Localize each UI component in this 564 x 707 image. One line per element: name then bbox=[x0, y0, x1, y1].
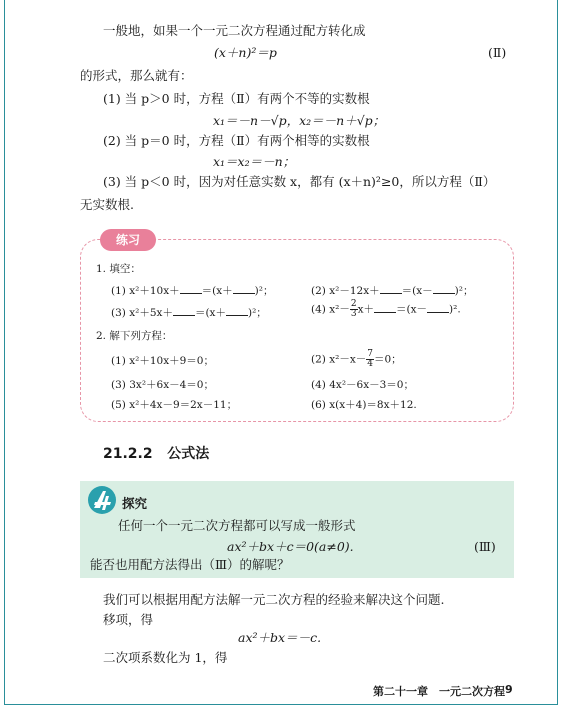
question-2-1: (1) x²＋10x＋9＝0； bbox=[111, 355, 214, 367]
footer-chapter: 第二十一章 一元二次方程 bbox=[373, 685, 505, 698]
q1-4-part-c: ＝(x－ bbox=[396, 303, 428, 316]
fraction-seven-quarters bbox=[366, 350, 374, 369]
numerator: 2 bbox=[350, 299, 357, 309]
question-1-4 bbox=[311, 300, 461, 319]
q2-2-part-b: ＝0； bbox=[374, 353, 402, 366]
q1-2-part-b: ＝(x－ bbox=[401, 285, 433, 297]
body-line-1: 我们可以根据用配方法解一元二次方程的经验来解决这个问题. bbox=[103, 592, 445, 607]
explore-title: 探究 bbox=[122, 496, 148, 511]
q1-1-part-a: (1) x²＋10x＋ bbox=[111, 285, 180, 297]
question-1-1 bbox=[111, 283, 273, 298]
page-number: 9 bbox=[505, 683, 513, 696]
section-title: 公式法 bbox=[167, 446, 210, 462]
question-1-3 bbox=[111, 305, 267, 320]
equation-III-tag: (Ⅲ) bbox=[474, 539, 496, 554]
equation-II-tag: (Ⅱ) bbox=[488, 45, 507, 60]
q1-1-part-b: ＝(x＋ bbox=[201, 285, 233, 297]
case-3: (3) 当 p＜0 时，因为对任意实数 x，都有 (x＋n)²≥0，所以方程（Ⅱ） bbox=[103, 174, 496, 189]
fill-blank[interactable] bbox=[374, 302, 396, 313]
body-line-2: 移项，得 bbox=[103, 612, 154, 627]
fraction-two-thirds bbox=[350, 300, 358, 319]
q1-4-part-b: x＋ bbox=[357, 303, 374, 316]
q1-3-part-a: (3) x²＋5x＋ bbox=[111, 307, 173, 319]
q1-4-part-d: )². bbox=[449, 303, 461, 316]
fill-blank[interactable] bbox=[233, 283, 255, 294]
intro-line-3: 的形式，那么就有： bbox=[80, 68, 193, 83]
question-2-2 bbox=[311, 350, 402, 369]
equation-III: ax²＋bx＋c＝0(a≠0). bbox=[227, 539, 354, 554]
body-line-3: 二次项系数化为 1，得 bbox=[103, 650, 228, 665]
question-2-3: (3) 3x²＋6x－4＝0； bbox=[111, 379, 214, 391]
explore-line-2: 能否也用配方法得出（Ⅲ）的解呢？ bbox=[90, 557, 290, 572]
q1-3-part-b: ＝(x＋ bbox=[194, 307, 226, 319]
explore-line-1: 任何一个一元二次方程都可以写成一般形式 bbox=[118, 518, 356, 533]
fill-blank[interactable] bbox=[173, 305, 195, 316]
q1-3-part-c: )²； bbox=[247, 307, 267, 319]
practice-badge: 练习 bbox=[100, 229, 156, 251]
question-1-2 bbox=[311, 283, 473, 298]
case-1: (1) 当 p＞0 时，方程（Ⅱ）有两个不等的实数根 bbox=[103, 91, 370, 106]
fill-blank[interactable] bbox=[380, 283, 402, 294]
fill-blank[interactable] bbox=[433, 283, 455, 294]
denominator: 4 bbox=[367, 359, 373, 369]
q1-2-part-a: (2) x²－12x＋ bbox=[311, 285, 380, 297]
question-2-5: (5) x²＋4x－9＝2x－11； bbox=[111, 399, 238, 411]
explore-icon bbox=[88, 486, 116, 514]
q1-1-part-c: )²； bbox=[254, 285, 274, 297]
q2-2-part-a: (2) x²－x－ bbox=[311, 353, 367, 366]
fill-blank[interactable] bbox=[427, 302, 449, 313]
question-2-title: 2. 解下列方程： bbox=[96, 330, 173, 342]
question-2-4: (4) 4x²－6x－3＝0； bbox=[311, 379, 414, 391]
case-1-roots: x₁＝－n－√p，x₂＝－n＋√p； bbox=[213, 113, 386, 128]
case-3-continued: 无实数根. bbox=[80, 197, 134, 212]
question-1-title: 1. 填空： bbox=[96, 263, 141, 275]
question-2-6: (6) x(x＋4)＝8x＋12. bbox=[311, 399, 417, 411]
q1-4-part-a: (4) x²－ bbox=[311, 303, 350, 316]
case-2-roots: x₁＝x₂＝－n； bbox=[213, 154, 296, 169]
section-number: 21.2.2 bbox=[103, 446, 153, 462]
fill-blank[interactable] bbox=[226, 305, 248, 316]
fill-blank[interactable] bbox=[180, 283, 202, 294]
equation-II: (x＋n)²＝p bbox=[214, 45, 277, 60]
section-heading bbox=[103, 443, 209, 463]
denominator: 3 bbox=[350, 309, 357, 319]
body-equation: ax²＋bx＝－c. bbox=[238, 630, 322, 645]
intro-line-1: 一般地，如果一个一元二次方程通过配方转化成 bbox=[103, 23, 366, 38]
case-2: (2) 当 p＝0 时，方程（Ⅱ）有两个相等的实数根 bbox=[103, 133, 370, 148]
numerator: 7 bbox=[367, 349, 373, 359]
q1-2-part-c: )²； bbox=[454, 285, 474, 297]
